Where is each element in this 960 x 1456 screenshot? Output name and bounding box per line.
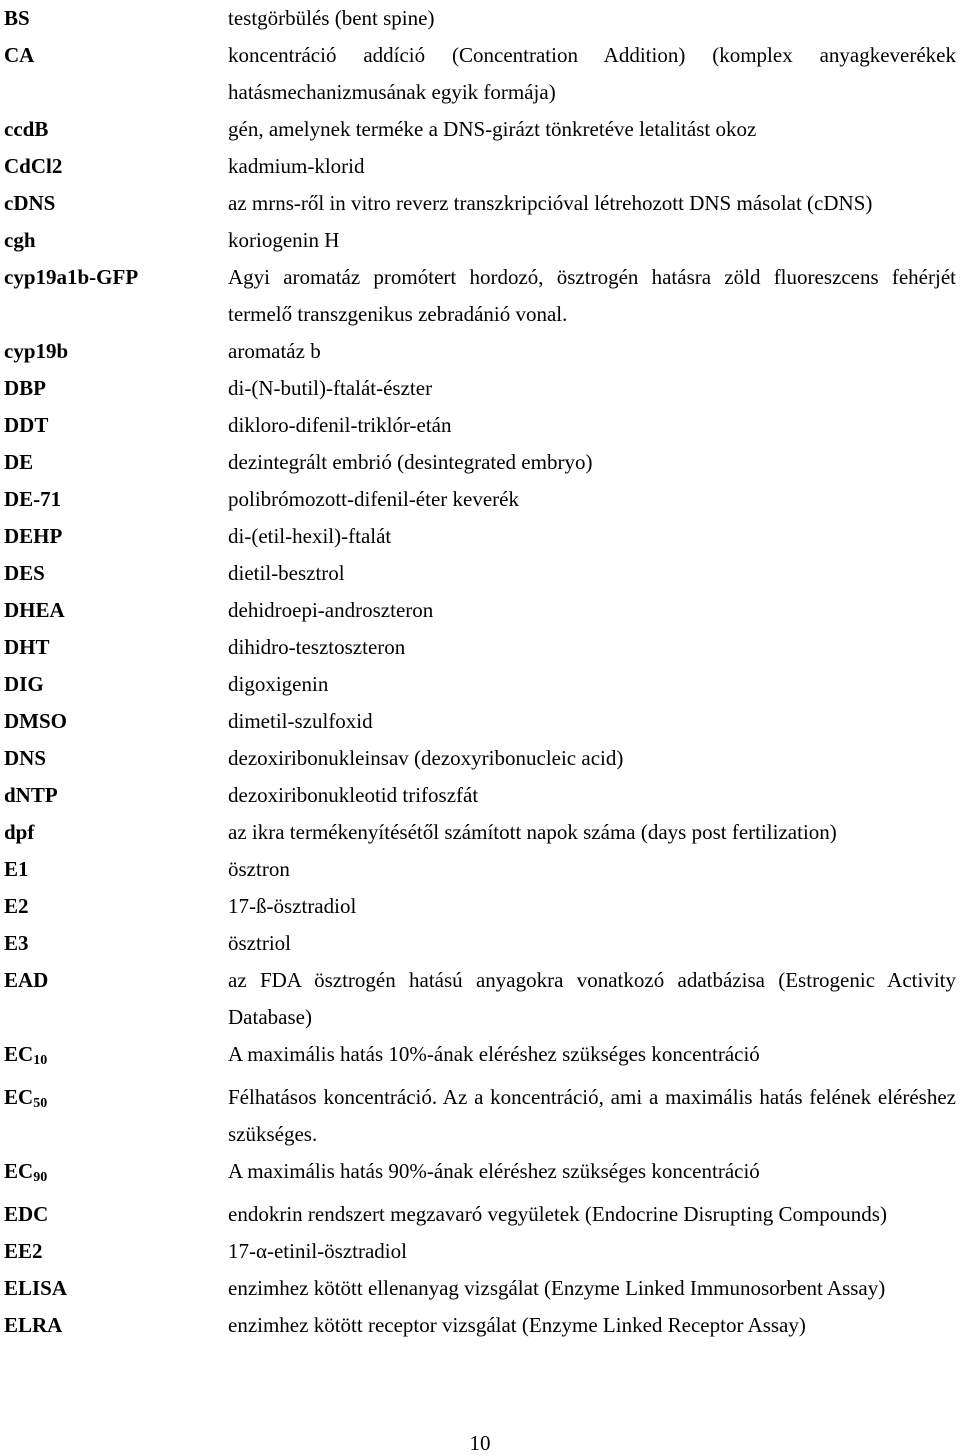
abbreviation-term	[0, 259, 228, 296]
abbreviation-term	[0, 1036, 228, 1079]
abbreviation-text: DHT	[4, 635, 50, 659]
abbreviation-definition: koncentráció addíció (Concentration Addition) (komplex anyagkeverékek hatásmechanizmusának egyik formája)	[228, 43, 956, 104]
abbreviation-text: dNTP	[4, 783, 58, 807]
abbreviation-definition: testgörbülés (bent spine)	[228, 6, 435, 30]
abbreviation-text: ccdB	[4, 117, 49, 141]
abbreviation-term	[0, 222, 228, 259]
abbreviation-term	[0, 518, 228, 555]
abbreviation-entry	[0, 888, 960, 925]
abbreviation-entry	[0, 1036, 960, 1079]
abbreviation-definition: digoxigenin	[228, 672, 329, 696]
abbreviation-text: DNS	[4, 746, 47, 770]
abbreviation-text: cDNS	[4, 191, 56, 215]
abbreviation-entry	[0, 592, 960, 629]
abbreviation-entry	[0, 518, 960, 555]
abbreviation-text: DHEA	[4, 598, 65, 622]
abbreviation-text: CA	[4, 43, 35, 67]
abbreviation-text: CdCl2	[4, 154, 63, 178]
abbreviation-definition: A maximális hatás 10%-ának eléréshez szükséges koncentráció	[228, 1042, 760, 1066]
abbreviation-definition: gén, amelynek terméke a DNS-girázt tönkretéve letalitást okoz	[228, 117, 757, 141]
abbreviation-term	[0, 777, 228, 814]
abbreviation-term	[0, 703, 228, 740]
abbreviation-entry	[0, 37, 960, 111]
abbreviation-entry	[0, 148, 960, 185]
abbreviation-term	[0, 481, 228, 518]
abbreviation-term	[0, 370, 228, 407]
abbreviation-entry	[0, 1233, 960, 1270]
abbreviation-definition: enzimhez kötött receptor vizsgálat (Enzyme Linked Receptor Assay)	[228, 1313, 806, 1337]
abbreviation-definition: az ikra termékenyítésétől számított napok száma (days post fertilization)	[228, 820, 837, 844]
abbreviation-entry	[0, 0, 960, 37]
abbreviation-entry	[0, 1196, 960, 1233]
abbreviation-subscript: 90	[33, 1170, 48, 1185]
abbreviation-definition: dezoxiribonukleinsav (dezoxyribonucleic acid)	[228, 746, 624, 770]
abbreviation-term	[0, 185, 228, 222]
abbreviation-definition: az mrns-ről in vitro reverz transzkripcióval létrehozott DNS másolat (cDNS)	[228, 191, 873, 215]
abbreviation-term	[0, 1079, 228, 1122]
abbreviation-definition: dietil-besztrol	[228, 561, 345, 585]
abbreviation-text: DDT	[4, 413, 49, 437]
abbreviation-entry	[0, 481, 960, 518]
abbreviation-text: ELISA	[4, 1276, 68, 1300]
abbreviation-definition: aromatáz b	[228, 339, 321, 363]
abbreviation-term	[0, 333, 228, 370]
abbreviation-subscript: 50	[33, 1096, 48, 1111]
abbreviation-entry	[0, 1270, 960, 1307]
abbreviation-entry	[0, 222, 960, 259]
abbreviation-text: cyp19a1b-GFP	[4, 265, 139, 289]
abbreviation-definition: enzimhez kötött ellenanyag vizsgálat (Enzyme Linked Immunosorbent Assay)	[228, 1276, 886, 1300]
abbreviation-definition: di-(N-butil)-ftalát-észter	[228, 376, 433, 400]
abbreviation-definition: koriogenin H	[228, 228, 340, 252]
abbreviation-term	[0, 1270, 228, 1307]
abbreviation-term	[0, 1307, 228, 1344]
abbreviation-term	[0, 1196, 228, 1233]
abbreviation-text: E1	[4, 857, 29, 881]
abbreviation-entry	[0, 555, 960, 592]
abbreviation-entry	[0, 962, 960, 1036]
abbreviation-entry	[0, 666, 960, 703]
abbreviation-term	[0, 592, 228, 629]
abbreviation-entry	[0, 370, 960, 407]
abbreviation-text: EC	[4, 1159, 34, 1183]
abbreviation-entry	[0, 407, 960, 444]
abbreviation-definition: dihidro-tesztoszteron	[228, 635, 406, 659]
abbreviation-text: BS	[4, 6, 30, 30]
abbreviation-entry	[0, 851, 960, 888]
abbreviation-term	[0, 888, 228, 925]
abbreviation-term	[0, 111, 228, 148]
abbreviation-term	[0, 407, 228, 444]
abbreviation-term	[0, 962, 228, 999]
abbreviation-entry	[0, 1153, 960, 1196]
abbreviation-term	[0, 444, 228, 481]
abbreviation-text: EC	[4, 1085, 34, 1109]
abbreviation-text: E3	[4, 931, 29, 955]
abbreviation-text: DE	[4, 450, 34, 474]
abbreviation-definition: ösztriol	[228, 931, 291, 955]
abbreviation-term	[0, 1233, 228, 1270]
abbreviation-definition: az FDA ösztrogén hatású anyagokra vonatkozó adatbázisa (Estrogenic Activity Database)	[228, 968, 956, 1029]
abbreviation-definition: endokrin rendszert megzavaró vegyületek (Endocrine Disrupting Compounds)	[228, 1202, 887, 1226]
abbreviation-term	[0, 814, 228, 851]
abbreviation-text: DES	[4, 561, 45, 585]
abbreviation-definition: kadmium-klorid	[228, 154, 365, 178]
abbreviation-definition: dimetil-szulfoxid	[228, 709, 373, 733]
abbreviation-term	[0, 555, 228, 592]
abbreviation-entry	[0, 111, 960, 148]
abbreviation-entry	[0, 1079, 960, 1153]
abbreviation-entry	[0, 1307, 960, 1344]
abbreviation-term	[0, 629, 228, 666]
abbreviation-definition: polibrómozott-difenil-éter keverék	[228, 487, 519, 511]
abbreviation-term	[0, 740, 228, 777]
abbreviation-text: DBP	[4, 376, 46, 400]
abbreviation-text: EDC	[4, 1202, 49, 1226]
abbreviation-entry	[0, 333, 960, 370]
abbreviation-text: DMSO	[4, 709, 67, 733]
abbreviation-term	[0, 37, 228, 74]
abbreviation-text: EE2	[4, 1239, 43, 1263]
abbreviation-entry	[0, 925, 960, 962]
abbreviation-definition: di-(etil-hexil)-ftalát	[228, 524, 392, 548]
abbreviation-text: cyp19b	[4, 339, 69, 363]
abbreviation-entry	[0, 814, 960, 851]
page-number: 10	[469, 1431, 491, 1455]
abbreviation-term	[0, 666, 228, 703]
abbreviation-term	[0, 925, 228, 962]
abbreviation-text: DE-71	[4, 487, 62, 511]
abbreviation-entry	[0, 777, 960, 814]
abbreviation-definition: 17-α-etinil-ösztradiol	[228, 1239, 407, 1263]
abbreviation-entry	[0, 740, 960, 777]
abbreviation-text: DEHP	[4, 524, 63, 548]
abbreviation-entry	[0, 629, 960, 666]
abbreviation-text: cgh	[4, 228, 36, 252]
abbreviation-definition: Agyi aromatáz promótert hordozó, ösztrogén hatásra zöld fluoreszcens fehérjét termelő transzgenikus zebradánió vonal.	[228, 265, 956, 326]
abbreviation-definition: A maximális hatás 90%-ának eléréshez szükséges koncentráció	[228, 1159, 760, 1183]
abbreviation-definition: dezoxiribonukleotid trifoszfát	[228, 783, 479, 807]
abbreviation-entry	[0, 703, 960, 740]
abbreviation-text: dpf	[4, 820, 35, 844]
abbreviation-term	[0, 0, 228, 37]
abbreviation-text: EAD	[4, 968, 49, 992]
abbreviation-text: EC	[4, 1042, 34, 1066]
abbreviation-definition: dehidroepi-androszteron	[228, 598, 434, 622]
abbreviation-text: DIG	[4, 672, 44, 696]
abbreviation-entry	[0, 185, 960, 222]
abbreviation-definition: ösztron	[228, 857, 290, 881]
abbreviation-text: ELRA	[4, 1313, 63, 1337]
abbreviation-term	[0, 148, 228, 185]
abbreviation-definition: dikloro-difenil-triklór-etán	[228, 413, 452, 437]
abbreviation-definition: Félhatásos koncentráció. Az a koncentráció, ami a maximális hatás felének eléréshez szükséges.	[228, 1085, 956, 1146]
abbreviation-term	[0, 851, 228, 888]
abbreviation-definition: 17-ß-ösztradiol	[228, 894, 357, 918]
abbreviation-term	[0, 1153, 228, 1196]
abbreviation-entry	[0, 259, 960, 333]
abbreviation-definition: dezintegrált embrió (desintegrated embryo)	[228, 450, 593, 474]
abbreviation-subscript: 10	[33, 1053, 48, 1068]
abbreviation-entry	[0, 444, 960, 481]
abbreviation-text: E2	[4, 894, 29, 918]
